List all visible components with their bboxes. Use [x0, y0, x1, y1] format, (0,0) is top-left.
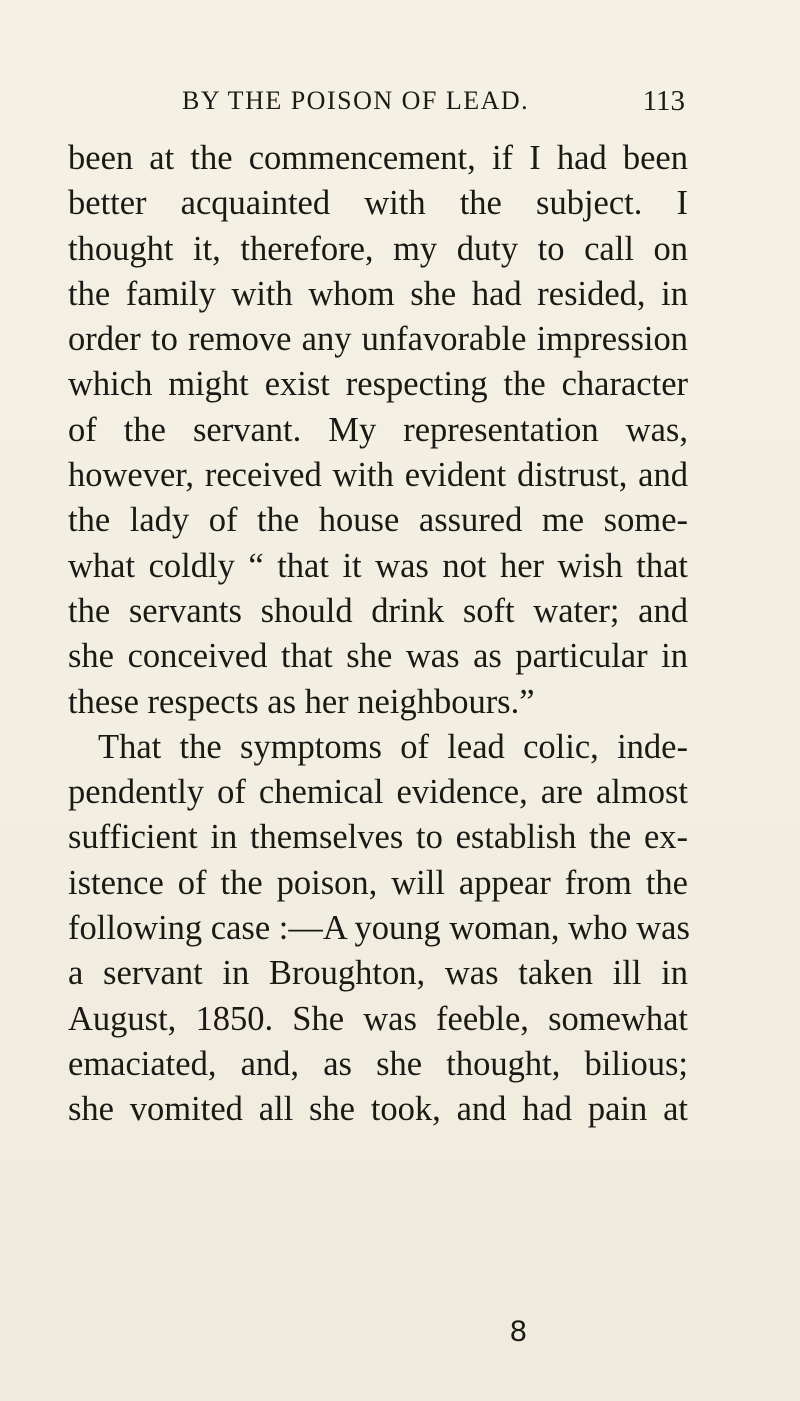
- text-line: of the servant. My representation was,: [68, 410, 688, 449]
- text-line: a servant in Broughton, was taken ill in: [68, 954, 688, 993]
- text-line: sufficient in themselves to establish the ex-: [68, 818, 688, 857]
- text-line: the servants should drink soft water; and: [68, 591, 688, 630]
- text-line: she vomited all she took, and had pain at: [68, 1090, 688, 1129]
- body-text: [68, 136, 688, 1133]
- text-line: thought it, therefore, my duty to call on: [68, 229, 688, 268]
- text-line: emaciated, and, as she thought, bilious;: [68, 1044, 688, 1083]
- text-line: she conceived that she was as particular in: [68, 637, 688, 676]
- text-line: better acquainted with the subject. I: [68, 184, 688, 223]
- text-line: following case :—A young woman, who was: [68, 909, 690, 948]
- text-line: which might exist respecting the character: [68, 365, 688, 404]
- running-head: [160, 86, 685, 126]
- text-line: these respects as her neighbours.”: [68, 682, 535, 721]
- text-line: August, 1850. She was feeble, somewhat: [68, 999, 688, 1038]
- text-line: istence of the poison, will appear from the: [68, 863, 688, 902]
- text-line: been at the commencement, if I had been: [68, 139, 688, 177]
- page-number: 113: [642, 85, 685, 117]
- text-line: pendently of chemical evidence, are almost: [68, 773, 688, 812]
- text-line: the lady of the house assured me some-: [68, 501, 688, 540]
- signature-mark: 8: [510, 1315, 527, 1348]
- running-title: BY THE POISON OF LEAD.: [182, 86, 530, 115]
- text-line: what coldly “ that it was not her wish that: [68, 546, 688, 585]
- text-line: order to remove any unfavorable impression: [68, 320, 688, 359]
- text-line: however, received with evident distrust, and: [68, 456, 688, 495]
- text-line: That the symptoms of lead colic, inde-: [98, 727, 688, 766]
- text-line: the family with whom she had resided, in: [68, 274, 688, 313]
